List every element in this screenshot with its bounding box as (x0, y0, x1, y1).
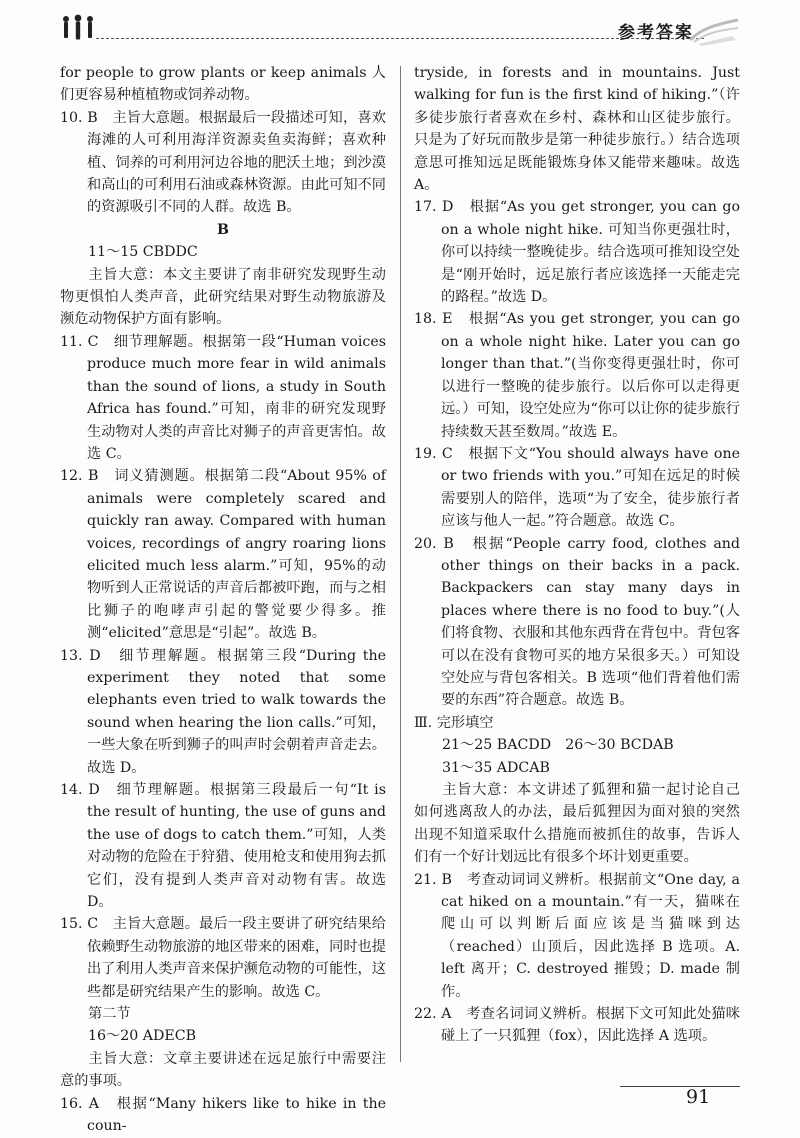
answer-paragraph: 主旨大意：本文主要讲了南非研究发现野生动物更惧怕人类声音，此研究结果对野生动物旅游及濒危动物保护方面有影响。 (60, 266, 386, 328)
header-title: 参考答案 (618, 23, 694, 43)
answer-paragraph: 12. B 词义猜测题。根据第二段“About 95% of animals were completely scared and quickly ran away. Compared with human voices, recordings of angry roaring lions elicited much less alarm.”可知，95%的动物听到人正常说话的声音后都被吓跑，而与之相比狮子的咆哮声引起的警觉要少得多。推测“elicited”意思是“引起”。故选 B。 (60, 468, 386, 642)
answer-paragraph: tryside, in forests and in mountains. Just walking for fun is the first kind of hiking.”（许多徒步旅行者喜欢在乡村、森林和山区徒步旅行。只是为了好玩而散步是第一种徒步旅行。）结合选项意思可推知远足既能锻炼身体又能带来趣味。故选 A。 (414, 65, 740, 194)
answer-paragraph: 22. A 考查名词词义辨析。根据下文可知此处猫咪碰上了一只狐狸（fox），因此选择 A 选项。 (414, 1006, 740, 1045)
left-column (60, 62, 386, 1138)
answer-paragraph: 20. B 根据“People carry food, clothes and other things on their backs in a pack. Backpackers can stay many days in places where there is no food to buy.”(人们将食物、衣服和其他东西背在背包中。背包客可以在没有食物可买的地方呆很多天。）可知设空处应与背包客相关。B 选项“他们背着他们需要的东西”符合题意。故选 B。 (414, 535, 740, 709)
page-header (0, 0, 800, 62)
answer-paragraph: Ⅲ. 完形填空 (414, 714, 494, 731)
answer-paragraph: 21. B 考查动词词义辨析。根据前文“One day, a cat hiked on a mountain.”有一天，猫咪在爬山可以判断后面应该是当猫咪到达（reached）山顶后，因此选择 B 选项。A. left 离开；C. destroyed 摧毁；D. made 制作。 (414, 871, 740, 1000)
answer-paragraph: 18. E 根据“As you get stronger, you can go on a whole night hike. Later you can go longer than that.”(当你变得更强壮时，你可以进行一整晚的徒步旅行。以后你可以走得更远。）可知，设空处应为“你可以让你的徒步旅行持续数天甚至数周。”故选 E。 (414, 311, 740, 440)
column-divider (400, 66, 401, 1062)
answer-paragraph: 第二节 (88, 1006, 131, 1023)
answer-paragraph: 21～25 BACDD 26～30 BCDAB (442, 737, 674, 754)
answer-paragraph: B (217, 221, 229, 238)
footer-rule (620, 1086, 740, 1087)
answer-paragraph: 主旨大意：文章主要讲述在远足旅行中需要注意的事项。 (60, 1050, 386, 1090)
answer-paragraph: 15. C 主旨大意题。最后一段主要讲了研究结果给依赖野生动物旅游的地区带来的困难，同时也提出了利用人类声音来保护濒危动物的可能性，这些都是研究结果产生的影响。故选 C。 (60, 916, 386, 1000)
answer-paragraph: 16. A 根据“Many hikers like to hike in the coun- (60, 1095, 386, 1135)
header-rule (96, 38, 704, 39)
answer-paragraph: 17. D 根据“As you get stronger, you can go on a whole night hike. 可知当你更强壮时，你可以持续一整晚徒步。结合选项可推知设空处是“刚开始时，远足旅行者应该选择一天能走完的路程。”故选 D。 (414, 199, 740, 306)
answer-paragraph: 11～15 CBDDC (88, 244, 198, 261)
answer-paragraph: 16～20 ADECB (88, 1028, 197, 1045)
answer-paragraph: for people to grow plants or keep animals 人们更容易种植植物或饲养动物。 (60, 65, 386, 104)
answer-paragraph: 14. D 细节理解题。根据第三段最后一句“It is the result of hunting, the use of guns and the use of dogs to catch them.”可知，人类对动物的危险在于狩猎、使用枪支和使用狗去抓它们，没有提到人类声音对动物有害。故选 D。 (60, 782, 386, 911)
answer-paragraph: 11. C 细节理解题。根据第一段“Human voices produce much more fear in wild animals than the sound of lions, a study in South Africa has found.”可知，南非的研究发现野生动物对人类的声音比对狮子的声音更害怕。故选 C。 (60, 333, 386, 462)
page-number: 91 (686, 1086, 711, 1108)
book-swoosh-icon (688, 10, 740, 46)
answer-paragraph: 10. B 主旨大意题。根据最后一段描述可知，喜欢海滩的人可利用海洋资源卖鱼卖海鲜；喜欢种植、饲养的可利用河边谷地的肥沃土地；到沙漠和高山的可利用石油或森林资源。由此可知不同的资源吸引不同的人群。故选 B。 (60, 109, 386, 216)
answer-paragraph: 19. C 根据下文“You should always have one or two friends with you.”可知在远足的时候需要别人的陪伴，选项“为了安全，徒步旅行者应该与他人一起。”符合题意。故选 C。 (414, 445, 740, 530)
answer-paragraph: 31～35 ADCAB (442, 759, 550, 776)
right-column (414, 62, 740, 1048)
answer-paragraph: 13. D 细节理解题。根据第三段“During the experiment they noted that some elephants even tried to walk towards the sound when hearing the lion calls.”可知，一些大象在听到狮子的叫声时会朝着声音走去。故选 D。 (60, 647, 386, 776)
people-logo-icon (58, 14, 98, 46)
answer-paragraph: 主旨大意：本文讲述了狐狸和猫一起讨论自己如何逃离敌人的办法，最后狐狸因为面对狼的突然出现不知道采取什么措施而被抓住的故事，告诉人们有一个好计划远比有很多个坏计划更重要。 (414, 782, 740, 866)
